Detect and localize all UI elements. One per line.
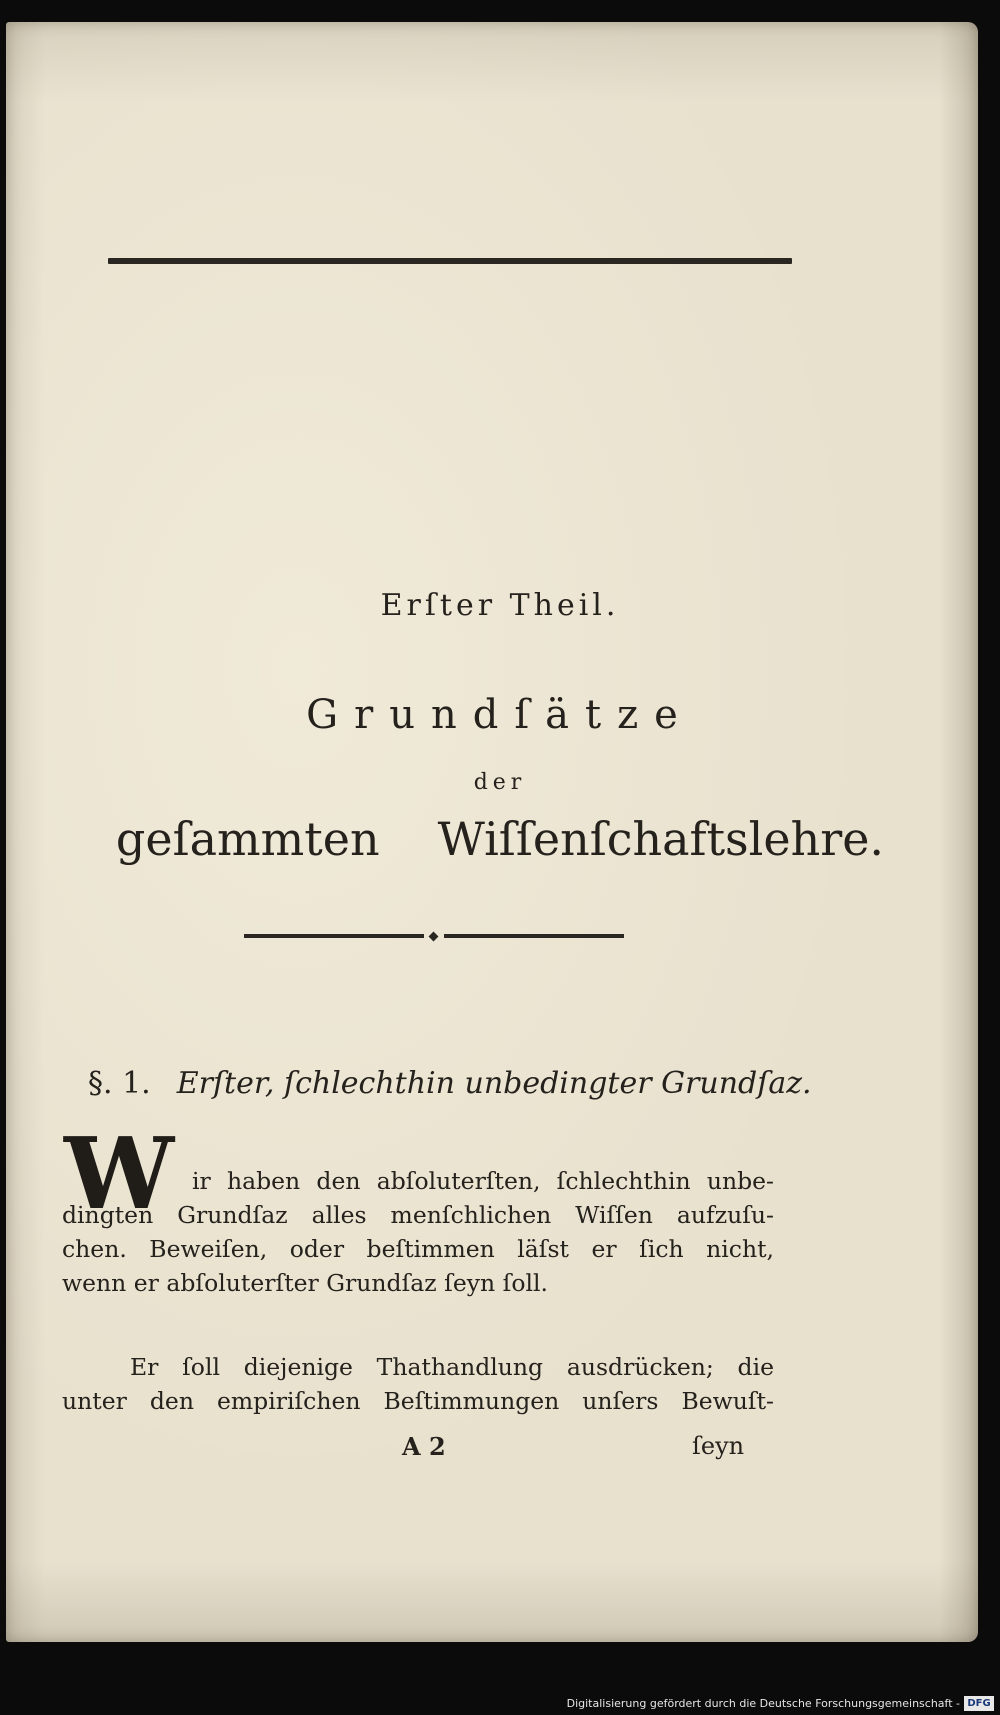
paragraph-line: ir haben den abſoluterſten, ſchlechthin unbe- bbox=[192, 1167, 774, 1195]
paragraph-line: wenn er abſoluterſter Grundſaz ſeyn ſoll. bbox=[62, 1269, 548, 1297]
section-title: Erſter, ſchlechthin unbedingter Grundſaz. bbox=[176, 1066, 812, 1101]
subtitle-word-1: geſammten bbox=[115, 812, 380, 866]
subtitle bbox=[0, 812, 1000, 866]
paragraph-2 bbox=[62, 1350, 774, 1418]
top-rule bbox=[108, 258, 792, 264]
catchword: ſeyn bbox=[692, 1432, 745, 1460]
subtitle-word-2: Wiſſenſchaftslehre. bbox=[437, 812, 885, 866]
ornament-left-bar bbox=[244, 934, 424, 938]
signature-mark: A 2 bbox=[402, 1432, 446, 1461]
drop-cap: W bbox=[64, 1117, 175, 1232]
main-title: Grundſätze bbox=[306, 692, 694, 738]
paragraph-1 bbox=[62, 1164, 774, 1300]
part-title: Erſter Theil. bbox=[380, 588, 620, 623]
ornament-right-bar bbox=[444, 934, 624, 938]
title-connector: der bbox=[473, 770, 527, 795]
paragraph-line: chen. Beweiſen, oder beſtimmen läſst er ſich nicht, bbox=[62, 1235, 774, 1263]
ornamental-rule bbox=[244, 932, 624, 940]
ornament-diamond bbox=[429, 932, 439, 942]
dfg-logo: DFG bbox=[964, 1696, 994, 1711]
section-heading bbox=[88, 1066, 812, 1101]
section-number: §. 1. bbox=[88, 1066, 151, 1101]
paragraph-line: Er ſoll diejenige Thathandlung ausdrücken; die bbox=[130, 1353, 774, 1381]
paragraph-line: dingten Grundſaz alles menſchlichen Wiſſen aufzuſu- bbox=[62, 1201, 774, 1229]
paragraph-line: unter den empiriſchen Beſtimmungen unſers Bewuſt- bbox=[62, 1387, 774, 1415]
funding-note: Digitalisierung gefördert durch die Deutsche Forschungsgemeinschaft - bbox=[566, 1697, 960, 1710]
